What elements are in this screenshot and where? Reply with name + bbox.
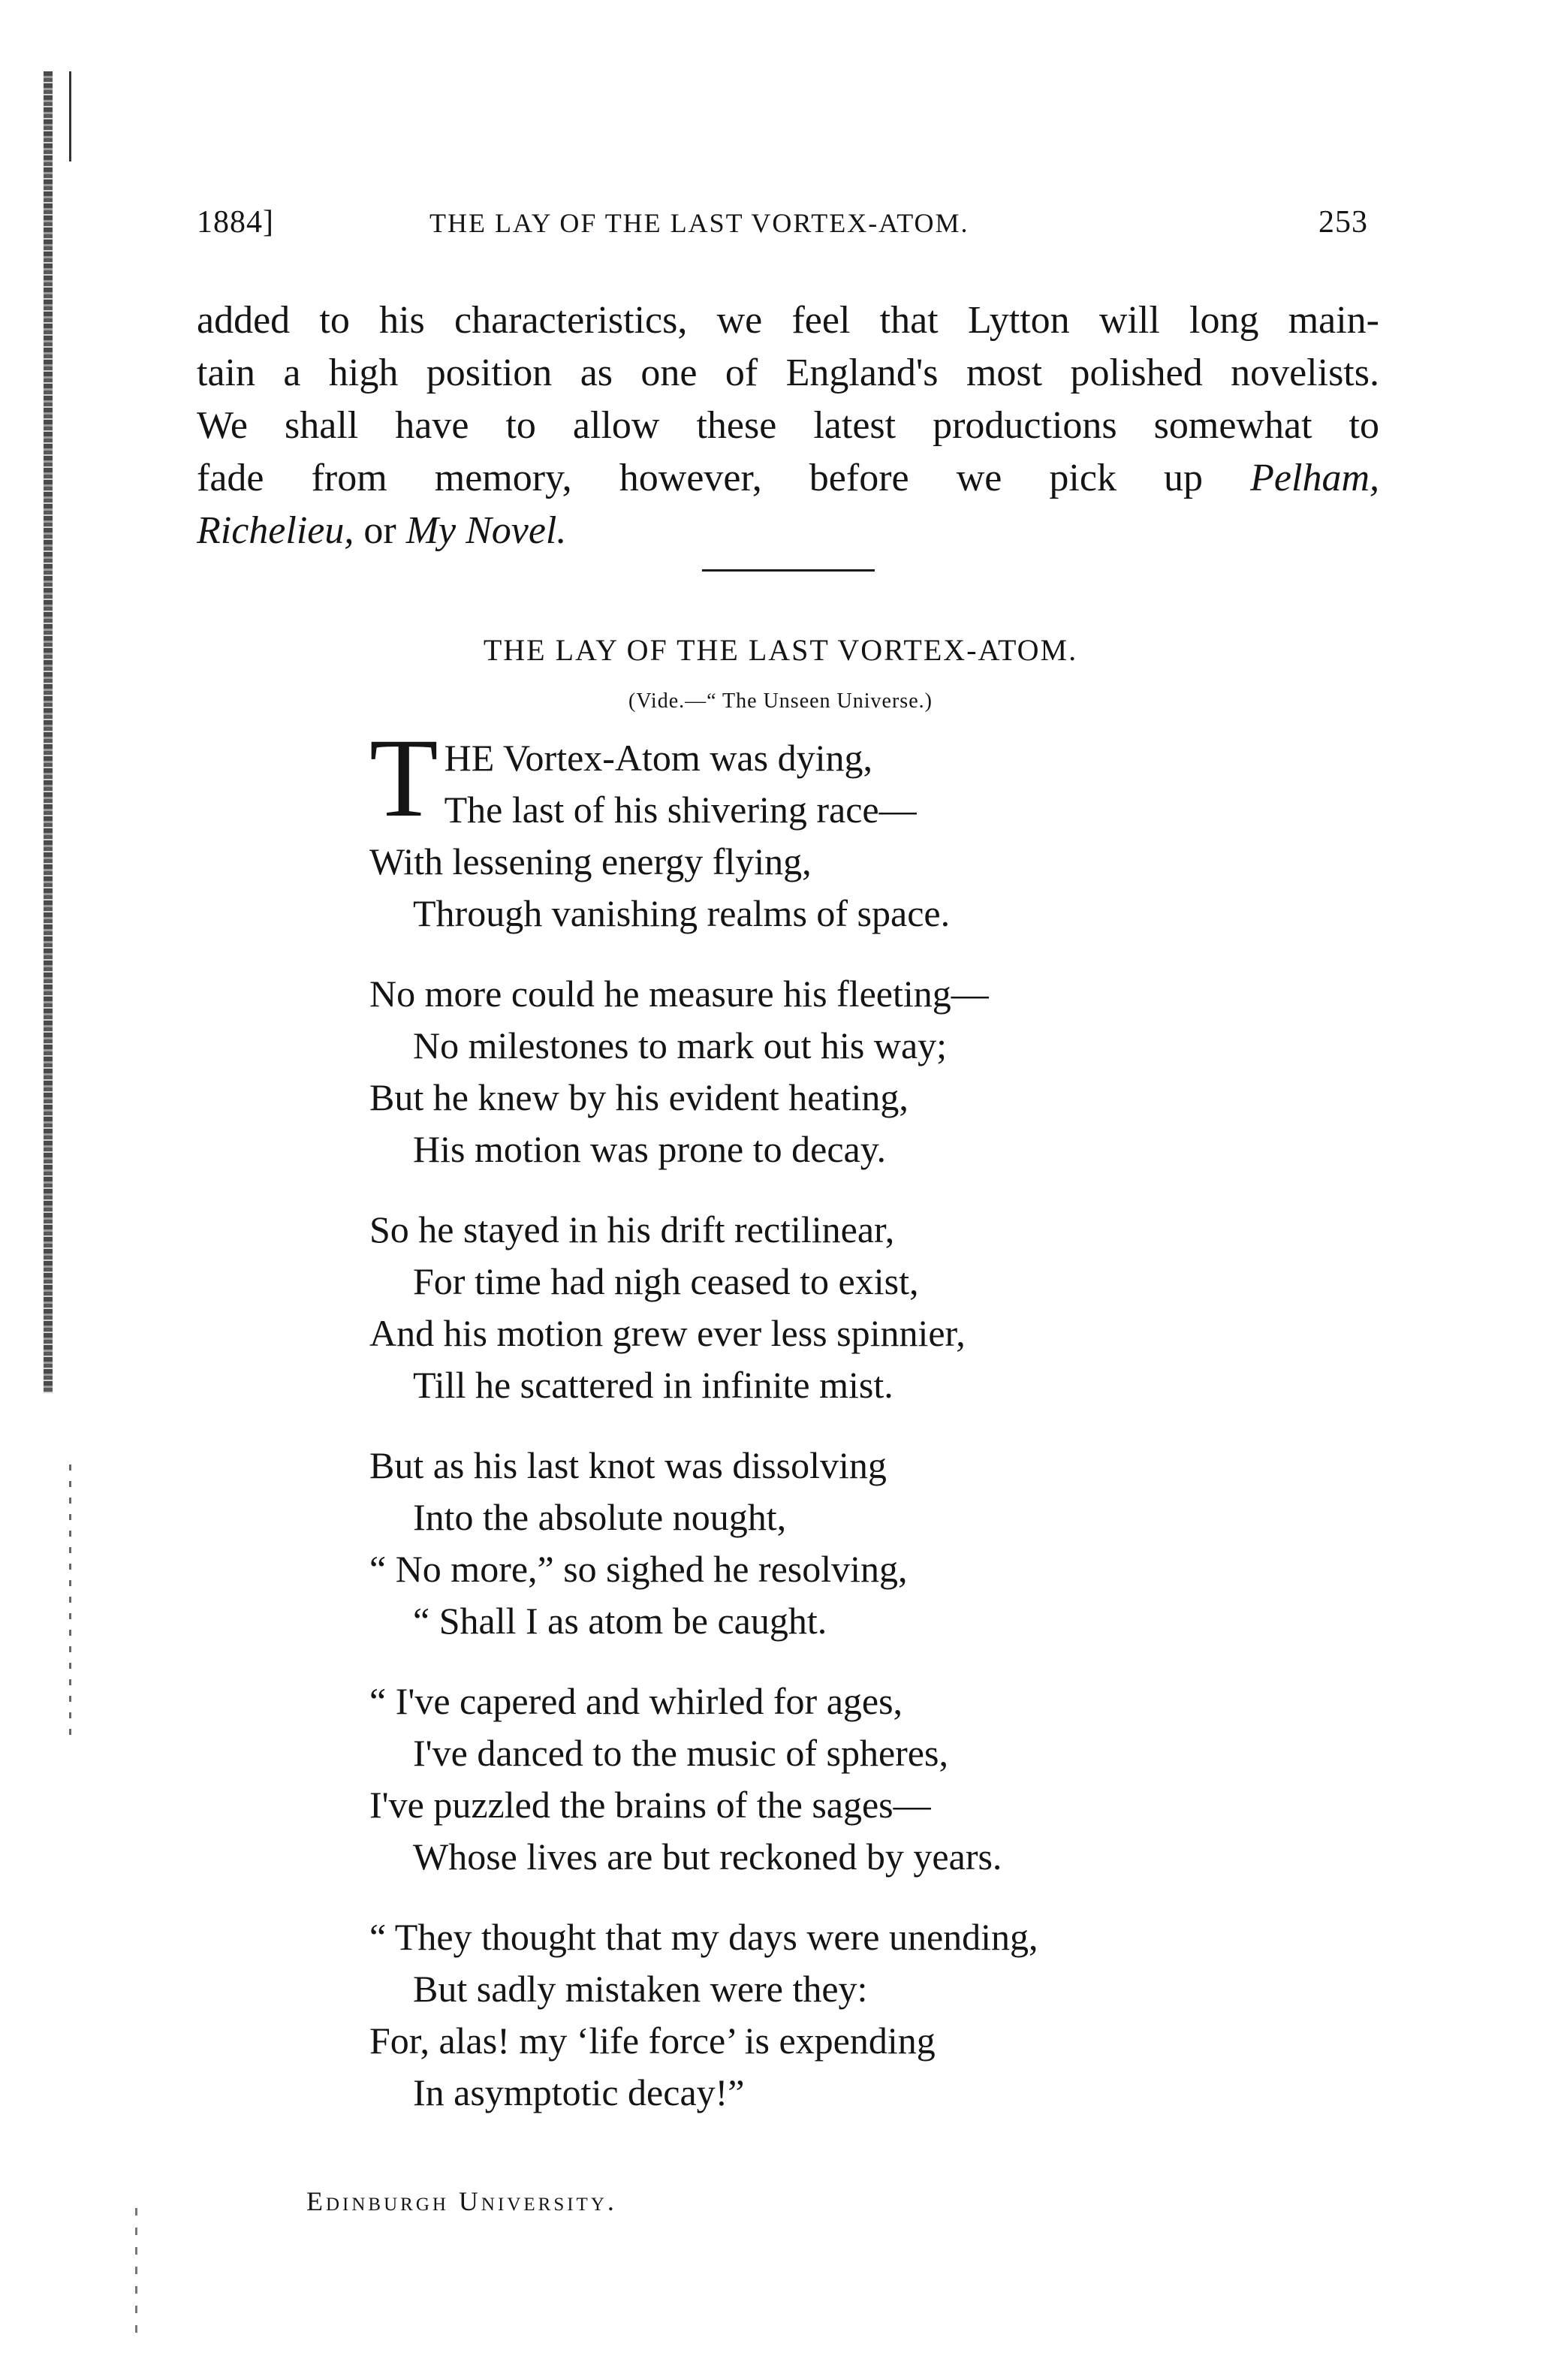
verse-line: For time had nigh ceased to exist, <box>413 1260 919 1302</box>
binding-edge-mark <box>69 1464 71 1735</box>
stanza <box>369 1204 1346 1411</box>
poem-reference: (Vide.—“ The Unseen Universe.) <box>628 689 933 713</box>
prose-text: or <box>354 509 406 552</box>
italic-title: Pelham, <box>1250 457 1379 499</box>
stanza <box>369 1911 1346 2119</box>
stanza <box>369 968 1346 1175</box>
verse-line: So he stayed in his drift rectilinear, <box>369 1208 895 1250</box>
verse-line: And his motion grew ever less spinnier, <box>369 1312 966 1354</box>
verse-line: For, alas! my ‘life force’ is expending <box>369 2020 936 2062</box>
verse-line: His motion was prone to decay. <box>413 1128 886 1170</box>
drop-cap: T <box>369 716 438 840</box>
prose-line <box>197 505 1379 557</box>
verse-line: No milestones to mark out his way; <box>413 1024 948 1066</box>
verse-line: Into the absolute nought, <box>413 1496 787 1538</box>
verse-line: No more could he measure his fleeting— <box>369 973 989 1015</box>
header-year: 1884] <box>197 205 274 240</box>
prose-line: added to his characteristics, we feel that Lytton will long main- <box>197 299 1379 342</box>
verse-line: “ They thought that my days were unending, <box>369 1916 1038 1958</box>
verse-line: HE Vortex-Atom was dying, <box>444 737 872 779</box>
verse-line: “ I've capered and whirled for ages, <box>369 1680 903 1722</box>
poem-body <box>369 716 1346 2147</box>
prose-paragraph <box>197 294 1379 557</box>
italic-title: Richelieu, <box>197 509 354 552</box>
verse-line: But sadly mistaken were they: <box>413 1968 868 2010</box>
verse-line: But as his last knot was dissolving <box>369 1444 887 1486</box>
verse-line: “ No more,” so sighed he resolving, <box>369 1548 908 1590</box>
section-divider <box>702 569 875 572</box>
verse-line: The last of his shivering race— <box>444 789 917 831</box>
verse-line: Through vanishing realms of space. <box>413 892 951 934</box>
page-number: 253 <box>1318 205 1368 240</box>
signature: Edinburgh University. <box>306 2186 617 2216</box>
verse-line: Whose lives are but reckoned by years. <box>413 1836 1002 1878</box>
verse-line: With lessening energy flying, <box>369 840 812 882</box>
stanza <box>369 716 1346 940</box>
verse-line: I've puzzled the brains of the sages— <box>369 1784 931 1826</box>
verse-line: In asymptotic decay!” <box>413 2071 745 2113</box>
binding-edge <box>44 71 53 1393</box>
verse-line: “ Shall I as atom be caught. <box>413 1600 827 1642</box>
prose-text: fade from memory, however, before we pick up <box>197 457 1251 499</box>
italic-title: My Novel. <box>405 509 567 552</box>
prose-line: tain a high position as one of England's most polished novelists. <box>197 351 1379 394</box>
verse-line: Till he scattered in infinite mist. <box>413 1364 894 1406</box>
header-title: THE LAY OF THE LAST VORTEX-ATOM. <box>429 208 969 238</box>
verse-line: I've danced to the music of spheres, <box>413 1732 948 1774</box>
binding-edge-mark <box>135 2208 137 2343</box>
stanza <box>369 1676 1346 1883</box>
prose-line <box>197 452 1379 505</box>
poem-title: THE LAY OF THE LAST VORTEX-ATOM. <box>483 633 1078 667</box>
binding-edge-mark <box>69 71 71 161</box>
running-header <box>197 204 1368 249</box>
prose-line: We shall have to allow these latest productions somewhat to <box>197 404 1379 447</box>
verse-line: But he knew by his evident heating, <box>369 1076 909 1118</box>
stanza <box>369 1440 1346 1647</box>
